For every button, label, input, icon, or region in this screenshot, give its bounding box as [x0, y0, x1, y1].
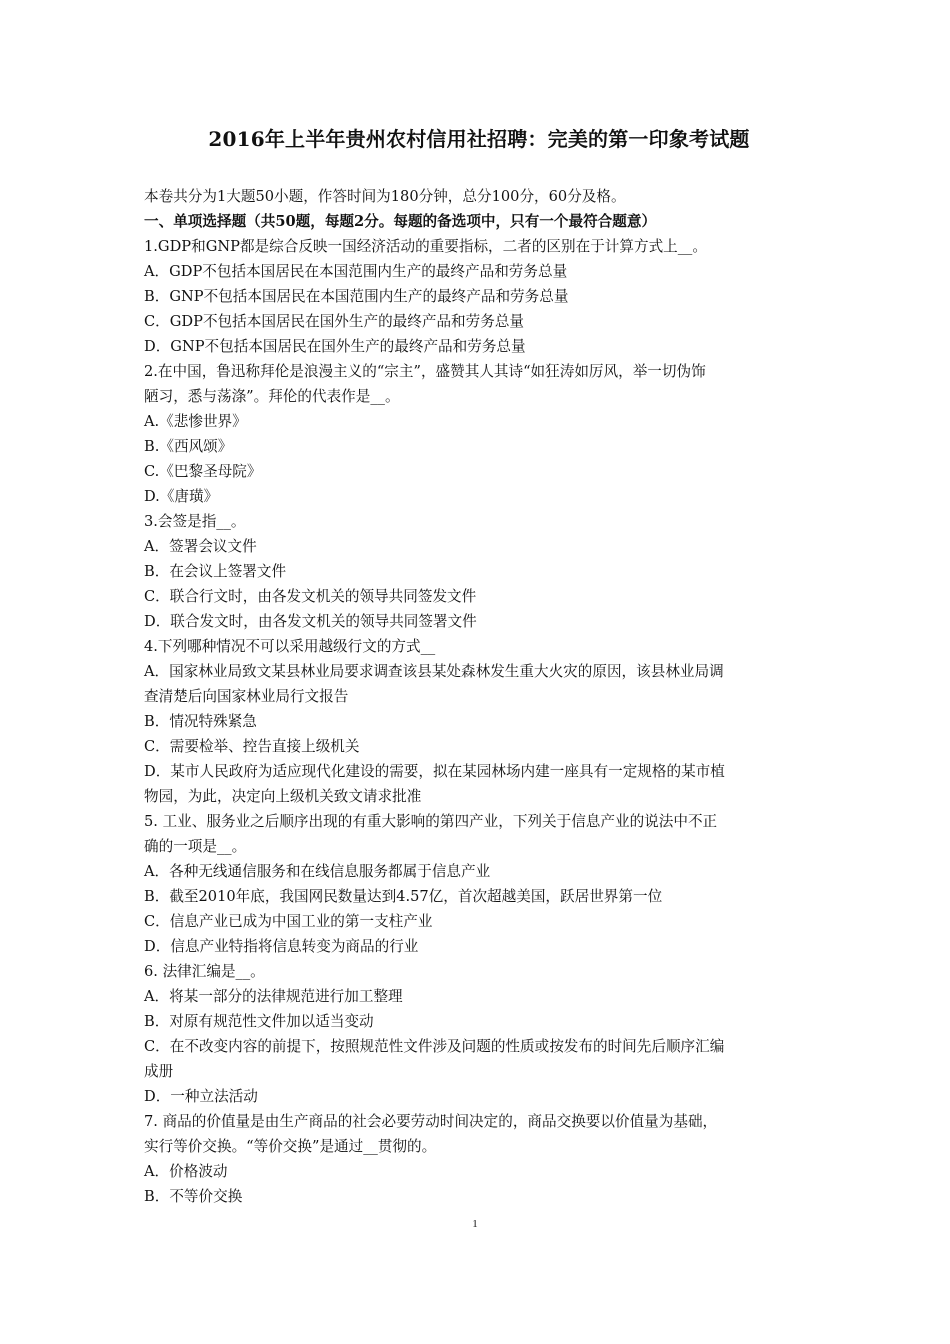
option: B．情况特殊紧急: [144, 713, 257, 730]
option: B．截至2010年底，我国网民数量达到4.57亿，首次超越美国，跃居世界第一位: [144, 888, 663, 905]
question-stem-continued: 实行等价交换。“等价交换”是通过__贯彻的。: [144, 1138, 437, 1155]
question-stem: 5. 工业、服务业之后顺序出现的有重大影响的第四产业，下列关于信息产业的说法中不正: [144, 813, 718, 830]
option: A．签署会议文件: [144, 538, 257, 555]
option: D．GNP不包括本国居民在国外生产的最终产品和劳务总量: [144, 338, 526, 355]
option-continued: 成册: [144, 1063, 174, 1080]
option: A．国家林业局致文某县林业局要求调查该县某处森林发生重大火灾的原因，该县林业局调: [144, 663, 724, 680]
option: D.《唐璜》: [144, 488, 219, 505]
option: A.《悲惨世界》: [144, 413, 247, 430]
option: A．将某一部分的法律规范进行加工整理: [144, 988, 403, 1005]
question-stem: 1.GDP和GNP都是综合反映一国经济活动的重要指标，二者的区别在于计算方式上__。: [144, 238, 707, 255]
option-continued: 物园，为此，决定向上级机关致文请求批准: [144, 788, 422, 805]
option: A．各种无线通信服务和在线信息服务都属于信息产业: [144, 863, 491, 880]
option: C．需要检举、控告直接上级机关: [144, 738, 360, 755]
option: D．联合发文时，由各发文机关的领导共同签署文件: [144, 613, 477, 630]
option: B．对原有规范性文件加以适当变动: [144, 1013, 374, 1030]
question-stem: 7. 商品的价值量是由生产商品的社会必要劳动时间决定的，商品交换要以价值量为基础，: [144, 1113, 718, 1130]
document-page: [144, 124, 814, 1209]
option: B．在会议上签署文件: [144, 563, 287, 580]
option: D．某市人民政府为适应现代化建设的需要，拟在某园林场内建一座具有一定规格的某市植: [144, 763, 725, 780]
question-stem: 4.下列哪种情况不可以采用越级行文的方式__: [144, 638, 436, 655]
section-heading: 一、单项选择题（共50题，每题2分。每题的备选项中，只有一个最符合题意）: [144, 213, 657, 230]
option: C.《巴黎圣母院》: [144, 463, 262, 480]
question-stem: 2.在中国，鲁迅称拜伦是浪漫主义的“宗主”，盛赞其人其诗“如狂涛如厉风，举一切伪饰: [144, 363, 706, 380]
option: C．联合行文时，由各发文机关的领导共同签发文件: [144, 588, 477, 605]
option: D．一种立法活动: [144, 1088, 258, 1105]
option: A．价格波动: [144, 1163, 228, 1180]
page-number: 1: [472, 1218, 478, 1230]
option: C．信息产业已成为中国工业的第一支柱产业: [144, 913, 433, 930]
document-title: 2016年上半年贵州农村信用社招聘：完美的第一印象考试题: [208, 127, 750, 151]
option: B.《西风颂》: [144, 438, 233, 455]
option: B．不等价交换: [144, 1188, 243, 1205]
question-stem-continued: 确的一项是__。: [144, 838, 247, 855]
question-stem: 6. 法律汇编是__。: [144, 963, 265, 980]
question-stem-continued: 陋习，悉与荡涤”。拜伦的代表作是__。: [144, 388, 400, 405]
option: A．GDP不包括本国居民在本国范围内生产的最终产品和劳务总量: [144, 263, 568, 280]
option: B．GNP不包括本国居民在本国范围内生产的最终产品和劳务总量: [144, 288, 569, 305]
option: D．信息产业特指将信息转变为商品的行业: [144, 938, 419, 955]
option-continued: 查清楚后向国家林业局行文报告: [144, 688, 349, 705]
option: C．在不改变内容的前提下，按照规范性文件涉及问题的性质或按发布的时间先后顺序汇编: [144, 1038, 725, 1055]
intro-text: 本卷共分为1大题50小题，作答时间为180分钟，总分100分，60分及格。: [144, 188, 626, 205]
option: C．GDP不包括本国居民在国外生产的最终产品和劳务总量: [144, 313, 525, 330]
question-stem: 3.会签是指__。: [144, 513, 246, 530]
